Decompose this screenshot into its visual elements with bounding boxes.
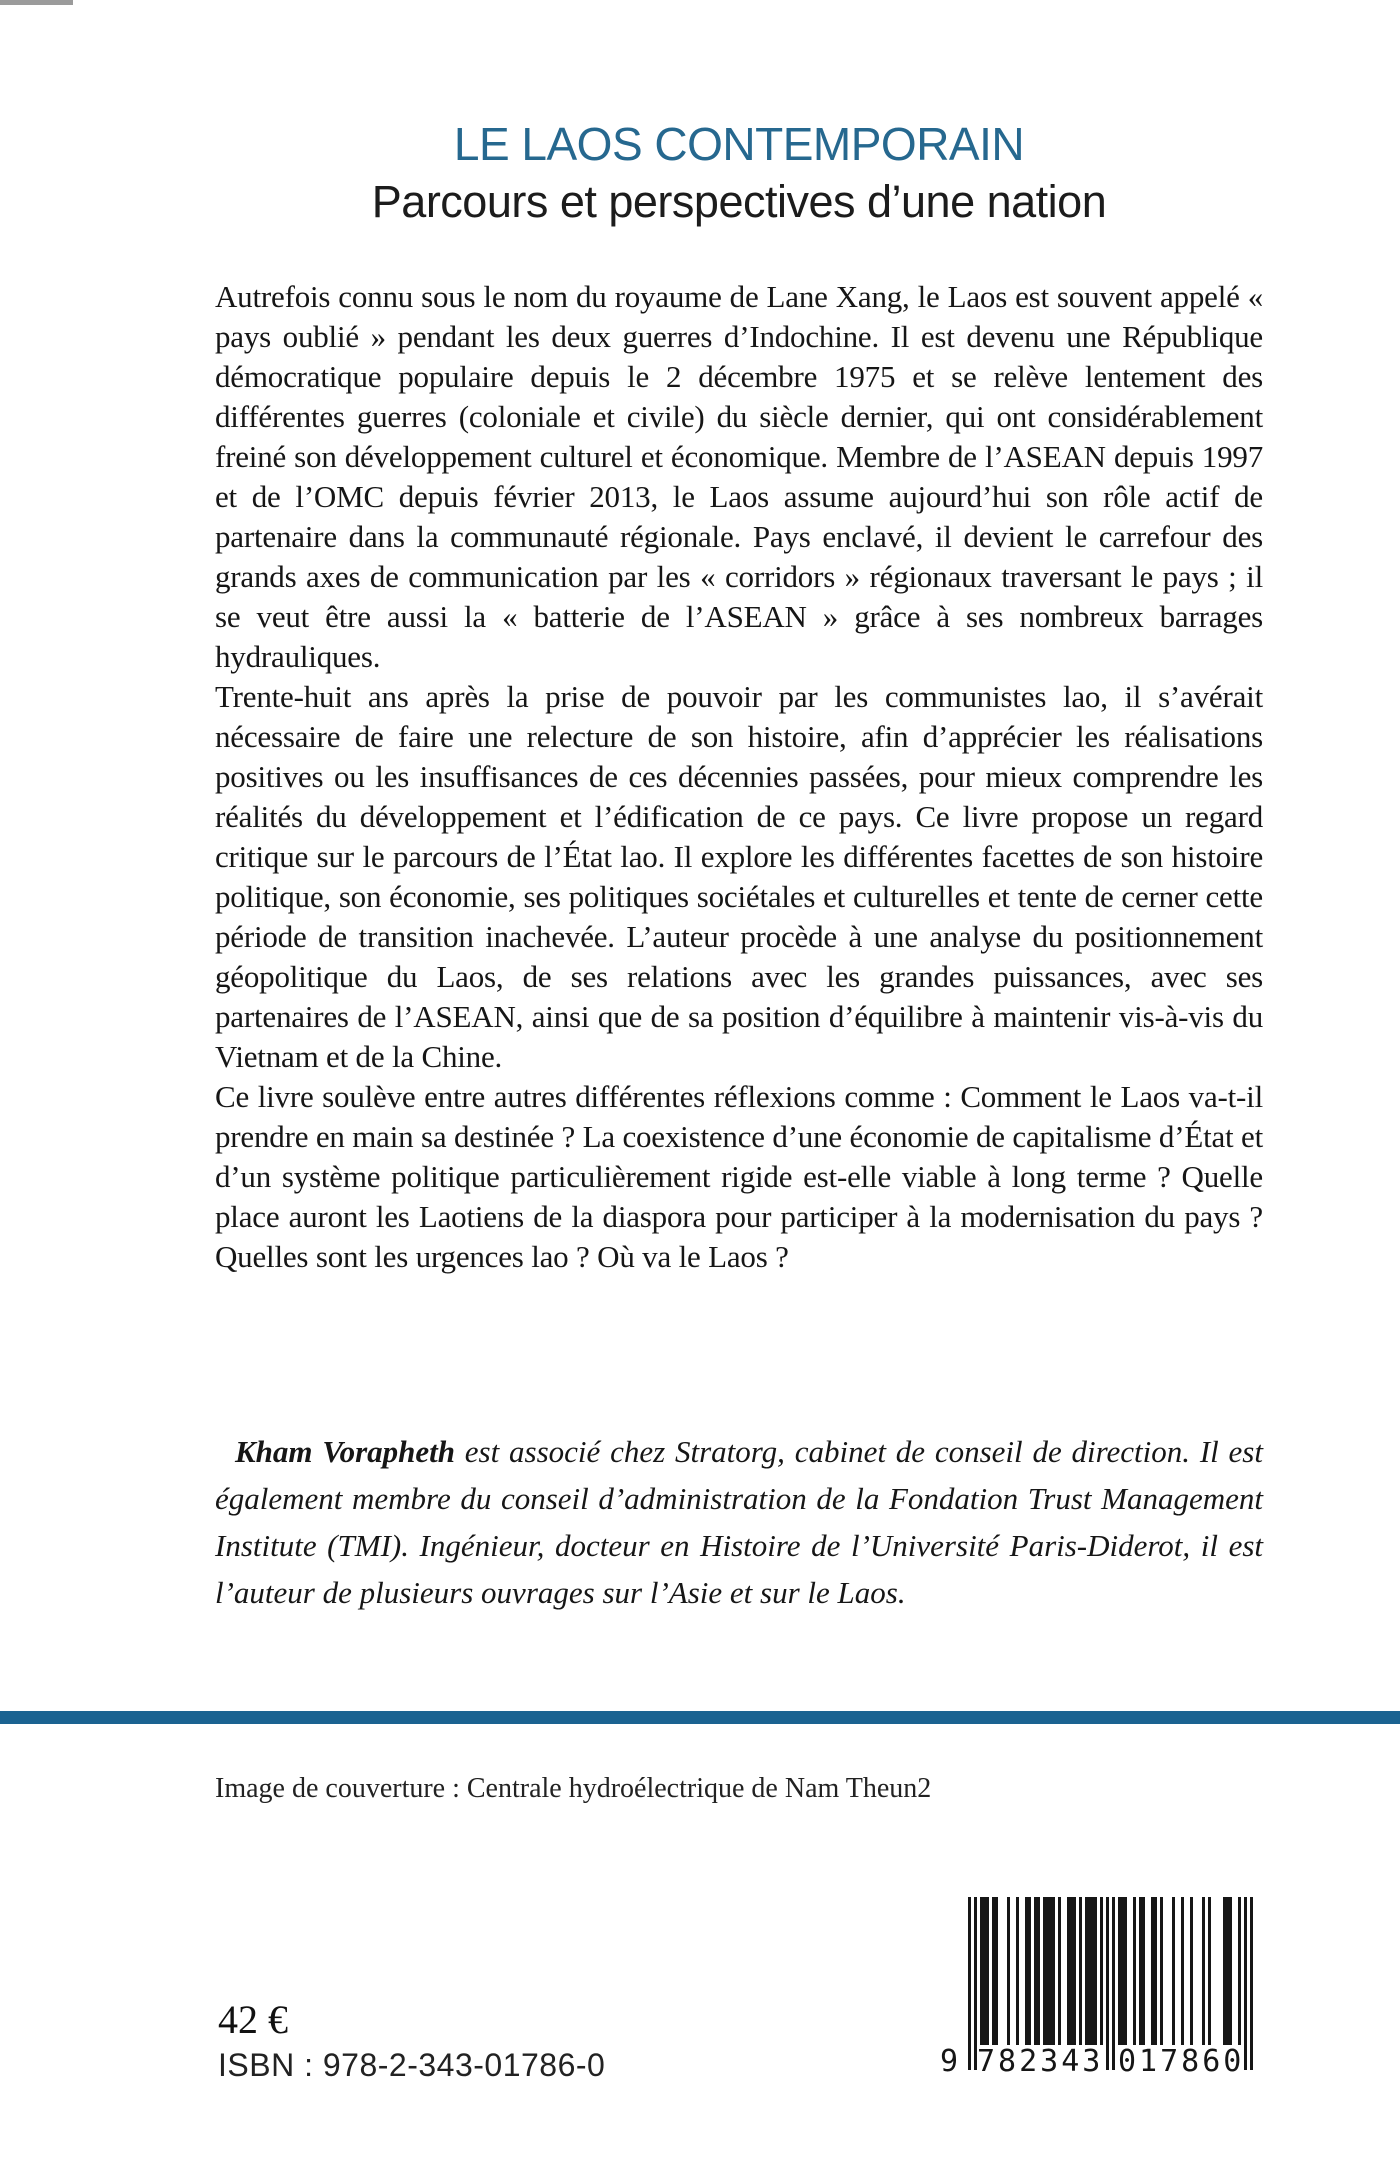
synopsis-paragraph: Autrefois connu sous le nom du royaume de Lane Xang, le Laos est souvent appelé « pays oublié » pendant les deux guerres d’Indochine. Il est devenu une République démocratique populaire depuis le 2 décembre 1975 et se relève lentement des différentes guerres (coloniale et civile) du siècle dernier, qui ont considérablement freiné son développement culturel et économique. Membre de l’ASEAN depuis 1997 et de l’OMC depuis février 2013, le Laos assume aujourd’hui son rôle actif de partenaire dans la communauté régionale. Pays enclavé, il devient le carrefour des grands axes de communication par les « corridors » régionaux traversant le pays ; il se veut être aussi la « batterie de l’ASEAN » grâce à ses nombreux barrages hydrauliques.: [215, 279, 1263, 674]
ean13-barcode: [940, 1897, 1253, 2087]
barcode-digits-left: 782343: [977, 2044, 1104, 2079]
header: [215, 118, 1263, 228]
barcode-lead-digit: 9: [940, 2044, 959, 2079]
book-title: LE LAOS CONTEMPORAIN: [453, 118, 1025, 170]
author-bio-paragraph: [215, 1428, 1263, 1616]
author-bio-text: est associé chez Stratorg, cabinet de conseil de direction. Il est également membre du conseil d’administration de la Fondation Trust Management Institute (TMI). Ingénieur, docteur en Histoire de l’Université Paris-Diderot, il est l’auteur de plusieurs ouvrages sur l’Asie et sur le Laos.: [215, 1434, 1263, 1610]
synopsis-paragraph: Ce livre soulève entre autres différentes réflexions comme : Comment le Laos va-t-il prendre en main sa destinée ? La coexistence d’une économie de capitalisme d’État et d’un système politique particulièrement rigide est-elle viable à long terme ? Quelle place auront les Laotiens de la diaspora pour participer à la modernisation du pays ? Quelles sont les urgences lao ? Où va le Laos ?: [215, 1079, 1263, 1274]
scan-artifact: [0, 0, 73, 5]
barcode-digits-right: 017860: [1118, 2044, 1245, 2079]
accent-divider-bar: [0, 1711, 1400, 1724]
book-subtitle: Parcours et perspectives d’une nation: [371, 176, 1107, 227]
isbn: ISBN : 978-2-343-01786-0: [218, 2047, 606, 2083]
author-bio: [215, 1428, 1263, 1616]
author-name: Kham Vorapheth: [235, 1434, 455, 1469]
synopsis: [215, 277, 1263, 1277]
synopsis-paragraph: Trente-huit ans après la prise de pouvoir par les communistes lao, il s’avérait nécessaire de faire une relecture de son histoire, afin d’apprécier les réalisations positives ou les insuffisances de ces décennies passées, pour mieux comprendre les réalités du développement et l’édification de ce pays. Ce livre propose un regard critique sur le parcours de l’État lao. Il explore les différentes facettes de son histoire politique, son économie, ses politiques sociétales et culturelles et tente de cerner cette période de transition inachevée. L’auteur procède à une analyse du positionnement géopolitique du Laos, de ses relations avec les grandes puissances, avec ses partenaires de l’ASEAN, ainsi que de sa position d’équilibre à maintenir vis-à-vis du Vietnam et de la Chine.: [215, 679, 1263, 1074]
price: 42 €: [218, 1997, 288, 2042]
cover-credit: Image de couverture : Centrale hydroélectrique de Nam Theun2: [215, 1773, 932, 1804]
